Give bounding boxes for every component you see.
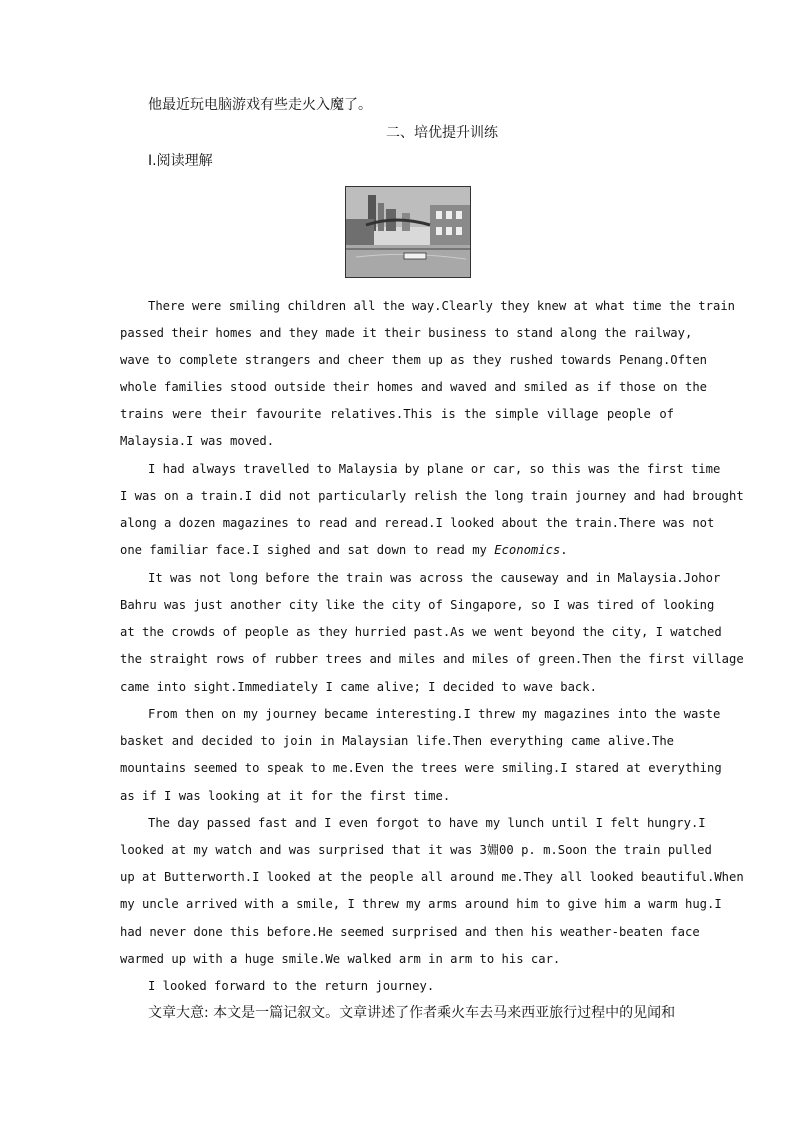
passage-line: my uncle arrived with a smile, I threw my arms around him to give him a warm hug.I xyxy=(120,897,722,911)
intro-sentence: 他最近玩电脑游戏有些走火入魔了。 xyxy=(148,97,372,113)
passage-line: looked at my watch and was surprised that it was 3婣00 p. m.Soon the train pulled xyxy=(120,843,712,857)
passage-line: wave to complete strangers and cheer them up as they rushed towards Penang.Often xyxy=(120,353,707,367)
passage-line: whole families stood outside their homes and waved and smiled as if those on the xyxy=(120,380,707,394)
passage-line: along a dozen magazines to read and reread.I looked about the train.There was not xyxy=(120,516,715,530)
passage-line-with-title xyxy=(120,541,674,559)
passage-line: From then on my journey became interesting.I threw my magazines into the waste xyxy=(148,707,721,721)
passage-line: I was on a train.I did not particularly relish the long train journey and had brought xyxy=(120,489,744,503)
passage-line: Malaysia.I was moved. xyxy=(120,434,275,448)
passage-line: came into sight.Immediately I came alive; I decided to wave back. xyxy=(120,680,597,694)
passage-line: mountains seemed to speak to me.Even the trees were smiling.I stared at everything xyxy=(120,761,722,775)
subsection-title: Ⅰ.阅读理解 xyxy=(148,153,213,169)
book-title-end: . xyxy=(560,543,568,557)
passage-line: passed their homes and they made it their business to stand along the railway, xyxy=(120,326,693,340)
passage-line: warmed up with a huge smile.We walked arm in arm to his car. xyxy=(120,952,561,966)
passage-line: It was not long before the train was across the causeway and in Malaysia.Johor xyxy=(148,571,721,585)
passage-line: up at Butterworth.I looked at the people all around me.They all looked beautiful.When xyxy=(120,870,744,884)
passage-line: had never done this before.He seemed surprised and then his weather-beaten face xyxy=(120,925,700,939)
passage-line: I had always travelled to Malaysia by plane or car, so this was the first time xyxy=(148,462,721,476)
passage-line: Bahru was just another city like the city of Singapore, so I was tired of looking xyxy=(120,598,715,612)
passage-line: There were smiling children all the way.Clearly they knew at what time the train xyxy=(148,299,735,313)
book-title: Economics xyxy=(494,543,561,557)
passage-line: basket and decided to join in Malaysian life.Then everything came alive.The xyxy=(120,734,674,748)
passage-line: as if I was looking at it for the first time. xyxy=(120,789,451,803)
passage-line: The day passed fast and I even forgot to have my lunch until I felt hungry.I xyxy=(148,816,706,830)
passage-line: at the crowds of people as they hurried past.As we went beyond the city, I watched xyxy=(120,625,722,639)
passage-line: trains were their favourite relatives.This is the simple village people of xyxy=(120,407,674,421)
passage-line: I looked forward to the return journey. xyxy=(148,979,435,993)
article-summary: 文章大意: 本文是一篇记叙文。文章讲述了作者乘火车去马来西亚旅行过程中的见闻和 xyxy=(148,1005,676,1021)
photo-illustration xyxy=(346,187,470,277)
river-city-photo xyxy=(345,186,471,278)
passage-line: one familiar face.I sighed and sat down to read my xyxy=(120,543,495,557)
passage-line: the straight rows of rubber trees and miles and miles of green.Then the first village xyxy=(120,652,744,666)
section-title: 二、培优提升训练 xyxy=(386,125,498,141)
